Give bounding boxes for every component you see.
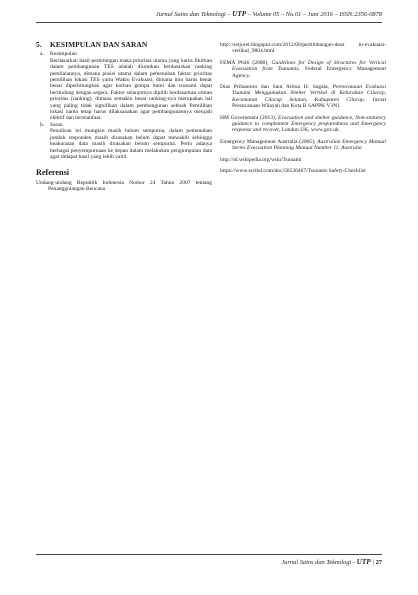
reference-entry (220, 115, 386, 134)
section-number: 5. (36, 40, 42, 49)
reference-publisher: Federal Emergency Management Agency. (232, 66, 386, 79)
header-journal-prefix: Jurnal Sains dan Teknologi – (155, 11, 231, 18)
page-number: 27 (375, 559, 382, 566)
suggestion-text: Penulisan ini mungkin masih belum sempurna, dalam pemenuhan jumlah responden masih dirasakan belum dapat mewakili sehingga keakuratan data masih dirasakan belum sempurna. Perlu adanya berbagai penyempurnaan ke depan dalam melakukan pengumpulan data agar didapat hasil yang lebih valid. (50, 128, 212, 160)
footer-rule (36, 554, 382, 555)
suggestion-item (40, 122, 212, 160)
running-header (36, 10, 382, 18)
suggestion-title: Saran (50, 121, 63, 128)
conclusion-item (40, 51, 212, 121)
list-marker: a. (40, 51, 44, 58)
footer-separator: | (372, 559, 374, 566)
reference-entry (220, 139, 386, 152)
reference-publisher: London UK, www.gov.uk (280, 127, 339, 134)
journal-logo: UTP (356, 558, 371, 566)
running-footer (281, 558, 382, 566)
reference-title: Evacuation and shelter guidance, Non-statutory guidance to complement Emergency preparedness and Emergency response and recover, (232, 114, 387, 134)
reference-url[interactable]: https://www.scribd.com/doc/50536467/Tsunami-Safety-Checklist (220, 168, 366, 175)
reference-entry (220, 60, 386, 79)
journal-logo: UTP (232, 10, 247, 18)
reference-publisher: Jurnal Perencanaan Wilayah dan Kota B SAPPK V3N1 (232, 96, 386, 110)
left-column (36, 42, 212, 197)
reference-title: Guidelines for Design of Structures for Vertical Evacuation from Tsunamis. (232, 59, 386, 73)
reference-entry (220, 157, 386, 163)
header-rule (36, 22, 382, 23)
reference-entry: Undang-undang Republik Indonesia Nomor 24 Tahun 2007 tentang Penanggulangan Bencana (36, 179, 212, 193)
section-title: KESIMPULAN DAN SARAN (50, 40, 148, 49)
reference-url[interactable]: http://setjoret.blogspot.com/2012/06/pertimbangan-desa in-evakuasi-vertikal_9804.html (220, 42, 386, 55)
reference-author: FEMA P646 (2008), (220, 59, 272, 66)
reference-title: Australian Emergency Manual Series Evacuation Planning Manual Number 11. Australia (232, 138, 386, 152)
reference-entry (220, 84, 386, 110)
reference-title: Perencanaan Evakuasi Tsunami Menggunakan Shelter Vertikal di Kelurahan Cilacap, Kecamatan Cilacap Selatan, Kabupaten Cilacap. (232, 84, 387, 103)
reference-author: Dias Prihantoro dan Saut Aritua H. Sagala, (220, 84, 333, 91)
section-heading (36, 42, 212, 48)
reference-author: HM Government (2013), (220, 114, 278, 121)
reference-entry (220, 42, 386, 55)
right-column (220, 42, 386, 180)
conclusion-text: Berdasarkan hasil perhitungan maka prioritas utama yang harus fikirkan dalam pembangunan TES adalah diurutkan berdasarkan ranking pemilaiannya, dimana posisi utama dalam pemenuhan faktor prioritas pemilihan lokasi TES yaitu Waktu Evakuasi, dimana inin harus benar benar diperhitungkan agar korban gempa bumi dan tsunami dapat berlindung dengan segera. Faktor selanjutnya dipilih berdasarkan urutan prioritas (ranking), dimana semakin besar ranking-nya merupakan hal yang paling tidak signifikan dalam pembangunan sebuah Pemilihan lokasi namu tetap harus dilaksanakan agar pembangunannya menjadi efektif dan bermanfaat. (50, 57, 212, 122)
conclusion-title: Kesimpulan (50, 51, 77, 58)
reference-author: Emergency Management Australia (2005), (220, 138, 318, 145)
header-journal-suffix: – Volume 05 – No.01 – Juni 2016 – ISSN:2356-0878 (247, 11, 382, 18)
reference-entry (220, 168, 386, 174)
reference-url[interactable]: http://id.wikipedia.org/wiki/Tsunami (220, 156, 302, 163)
references-heading: Referensi (36, 168, 70, 178)
footer-journal: Jurnal Sains dan Teknologi - (281, 559, 356, 566)
list-marker: b. (40, 121, 45, 128)
